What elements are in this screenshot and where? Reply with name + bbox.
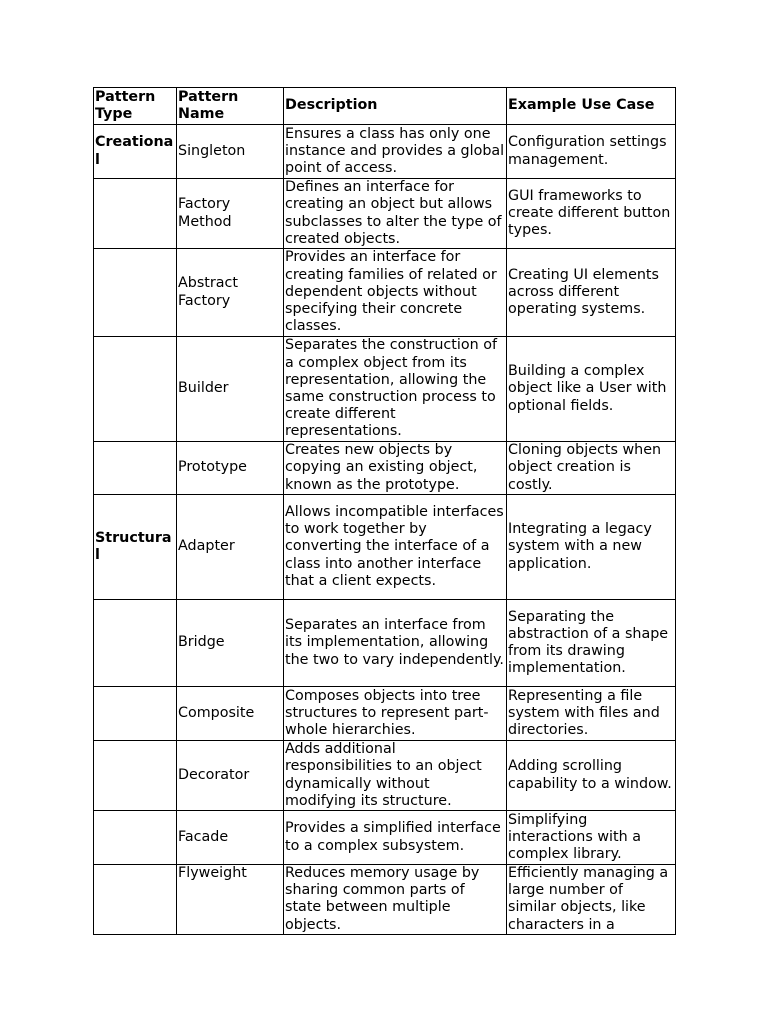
table-row (94, 337, 676, 442)
pattern-name-cell: Adapter (177, 495, 284, 600)
pattern-name-cell: Prototype (177, 442, 284, 495)
example-cell: Efficiently managing a large number of similar objects, like characters in a (507, 865, 676, 935)
table-row (94, 179, 676, 249)
example-cell: GUI frameworks to create different button types. (507, 179, 676, 249)
description-cell: Separates an interface from its implementation, allowing the two to vary independently. (284, 600, 507, 687)
pattern-type-cell (94, 600, 177, 687)
description-cell: Allows incompatible interfaces to work together by converting the interface of a class into another interface that a client expects. (284, 495, 507, 600)
pattern-type-cell (94, 249, 177, 337)
table-row (94, 600, 676, 687)
pattern-type-cell (94, 442, 177, 495)
pattern-type-cell: Creational (94, 125, 177, 179)
pattern-type-cell (94, 687, 177, 741)
example-cell: Separating the abstraction of a shape from its drawing implementation. (507, 600, 676, 687)
header-pattern-name: Pattern Name (177, 88, 284, 125)
table-row (94, 125, 676, 179)
pattern-name-cell: Builder (177, 337, 284, 442)
table-row (94, 249, 676, 337)
example-cell: Simplifying interactions with a complex library. (507, 811, 676, 865)
description-cell: Provides an interface for creating families of related or dependent objects without specifying their concrete classes. (284, 249, 507, 337)
table-row (94, 442, 676, 495)
pattern-name-cell: Bridge (177, 600, 284, 687)
example-cell: Building a complex object like a User with optional fields. (507, 337, 676, 442)
pattern-type-cell (94, 179, 177, 249)
example-cell: Adding scrolling capability to a window. (507, 741, 676, 811)
description-cell: Defines an interface for creating an object but allows subclasses to alter the type of created objects. (284, 179, 507, 249)
description-cell: Creates new objects by copying an existing object, known as the prototype. (284, 442, 507, 495)
description-cell: Composes objects into tree structures to represent part-whole hierarchies. (284, 687, 507, 741)
pattern-name-cell: Abstract Factory (177, 249, 284, 337)
table-row (94, 687, 676, 741)
description-cell: Adds additional responsibilities to an object dynamically without modifying its structure. (284, 741, 507, 811)
pattern-name-cell: Composite (177, 687, 284, 741)
pattern-name-cell: Factory Method (177, 179, 284, 249)
header-description: Description (284, 88, 507, 125)
header-pattern-type: Pattern Type (94, 88, 177, 125)
pattern-type-cell: Structural (94, 495, 177, 600)
example-cell: Cloning objects when object creation is costly. (507, 442, 676, 495)
example-cell: Integrating a legacy system with a new application. (507, 495, 676, 600)
description-cell: Reduces memory usage by sharing common parts of state between multiple objects. (284, 865, 507, 935)
pattern-type-cell (94, 741, 177, 811)
example-cell: Configuration settings management. (507, 125, 676, 179)
pattern-type-cell (94, 337, 177, 442)
table-row (94, 811, 676, 865)
description-cell: Ensures a class has only one instance and provides a global point of access. (284, 125, 507, 179)
example-cell: Representing a file system with files and directories. (507, 687, 676, 741)
header-example-use-case: Example Use Case (507, 88, 676, 125)
pattern-name-cell: Singleton (177, 125, 284, 179)
design-patterns-table (93, 87, 676, 935)
pattern-type-cell (94, 865, 177, 935)
pattern-name-cell: Facade (177, 811, 284, 865)
table-row (94, 865, 676, 935)
table-row (94, 741, 676, 811)
pattern-name-cell: Decorator (177, 741, 284, 811)
table-row (94, 495, 676, 600)
description-cell: Separates the construction of a complex object from its representation, allowing the same construction process to create different representations. (284, 337, 507, 442)
pattern-name-cell: Flyweight (177, 865, 284, 935)
description-cell: Provides a simplified interface to a complex subsystem. (284, 811, 507, 865)
table-header-row (94, 88, 676, 125)
example-cell: Creating UI elements across different operating systems. (507, 249, 676, 337)
pattern-type-cell (94, 811, 177, 865)
